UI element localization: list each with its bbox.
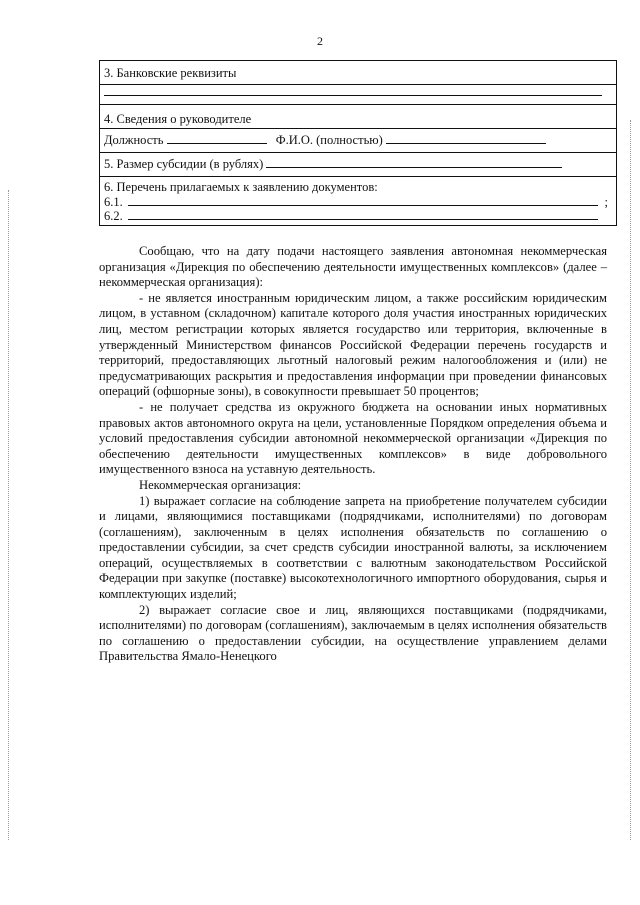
- doc-item-1-end: ;: [604, 195, 608, 209]
- head-info-label: 4. Сведения о руководителе: [104, 112, 252, 126]
- documents-title: 6. Перечень прилагаемых к заявлению документов:: [104, 180, 378, 194]
- head-info-row: [100, 105, 616, 129]
- paragraph-org-heading: Некоммерческая организация:: [139, 477, 302, 492]
- bank-details-row: [100, 61, 616, 85]
- left-margin-dots: [8, 190, 10, 840]
- application-form-table: [99, 60, 617, 226]
- paragraph-no-budget-funds: - не получает средства из окружного бюджета на основании иных нормативных правовых актов автономного округа на цели, установленные Порядком определения объема и условий предоставления субсидии автономной некоммерческой организации «Дирекция по обеспечению деятельности имущественных комплексов» в виде добровольного имущественного взноса на уставную деятельность.: [99, 399, 607, 477]
- fio-label: Ф.И.О. (полностью): [275, 133, 383, 147]
- doc-item-2-fill-line[interactable]: [128, 219, 598, 220]
- position-fill-line[interactable]: [167, 131, 267, 144]
- head-position-row: [100, 129, 616, 153]
- body-text: [99, 244, 607, 665]
- subsidy-amount-fill-line[interactable]: [266, 155, 562, 168]
- paragraph-statement: Сообщаю, что на дату подачи настоящего заявления автономная некоммерческая организация «Дирекция по обеспечению деятельности имущественных комплексов» (далее – некоммерческая организация):: [99, 244, 607, 290]
- doc-item-2: [104, 209, 612, 223]
- bank-details-label: 3. Банковские реквизиты: [104, 66, 237, 80]
- page-number: 2: [317, 34, 323, 48]
- doc-item-1-fill-line[interactable]: [128, 205, 598, 206]
- paragraph-not-foreign: - не является иностранным юридическим лицом, а также российским юридическим лицом, в уставном (складочном) капитале которого доля участия иностранных юридических лиц, местом регистрации которых является государство или территория, включенные в утвержденный Министерством финансов Российской Федерации перечень государств и территорий, предоставляющих льготный налоговый режим налогообложения и (или) не предусматривающих раскрытия и предоставления информации при проведении финансовых операций (офшорные зоны), в совокупности превышает 50 процентов;: [99, 290, 607, 399]
- bank-details-fill-line[interactable]: [104, 95, 602, 96]
- bank-details-fill-row[interactable]: [100, 85, 616, 105]
- paragraph-consent-2: 2) выражает согласие свое и лиц, являющихся поставщиками (подрядчиками, исполнителями) по договорам (соглашениям), заключаемым в целях исполнения обязательств по соглашению о предоставлении субсидии, на осуществление управлением делами Правительства Ямало-Ненецкого: [99, 602, 607, 664]
- doc-item-1-label: 6.1.: [104, 195, 123, 209]
- fio-fill-line[interactable]: [386, 131, 546, 144]
- doc-item-2-label: 6.2.: [104, 209, 123, 223]
- subsidy-amount-label: 5. Размер субсидии (в рублях): [104, 157, 264, 171]
- documents-row: [100, 177, 616, 226]
- doc-item-1: [104, 195, 612, 209]
- position-label: Должность: [104, 133, 164, 147]
- subsidy-amount-row: [100, 153, 616, 177]
- paragraph-consent-1: 1) выражает согласие на соблюдение запрета на приобретение получателем субсидии и лицами, являющимися поставщиками (подрядчиками, исполнителями) по договорам (соглашениям), заключенным в целях исполнения обязательств по соглашению о предоставлении субсидии, за счет средств субсидии иностранной валюты, за исключением операций, осуществляемых в соответствии с валютным законодательством Российской Федерации при закупке (поставке) высокотехнологичного импортного оборудования, сырья и комплектующих изделий;: [99, 493, 607, 602]
- right-margin-dots: [630, 120, 632, 840]
